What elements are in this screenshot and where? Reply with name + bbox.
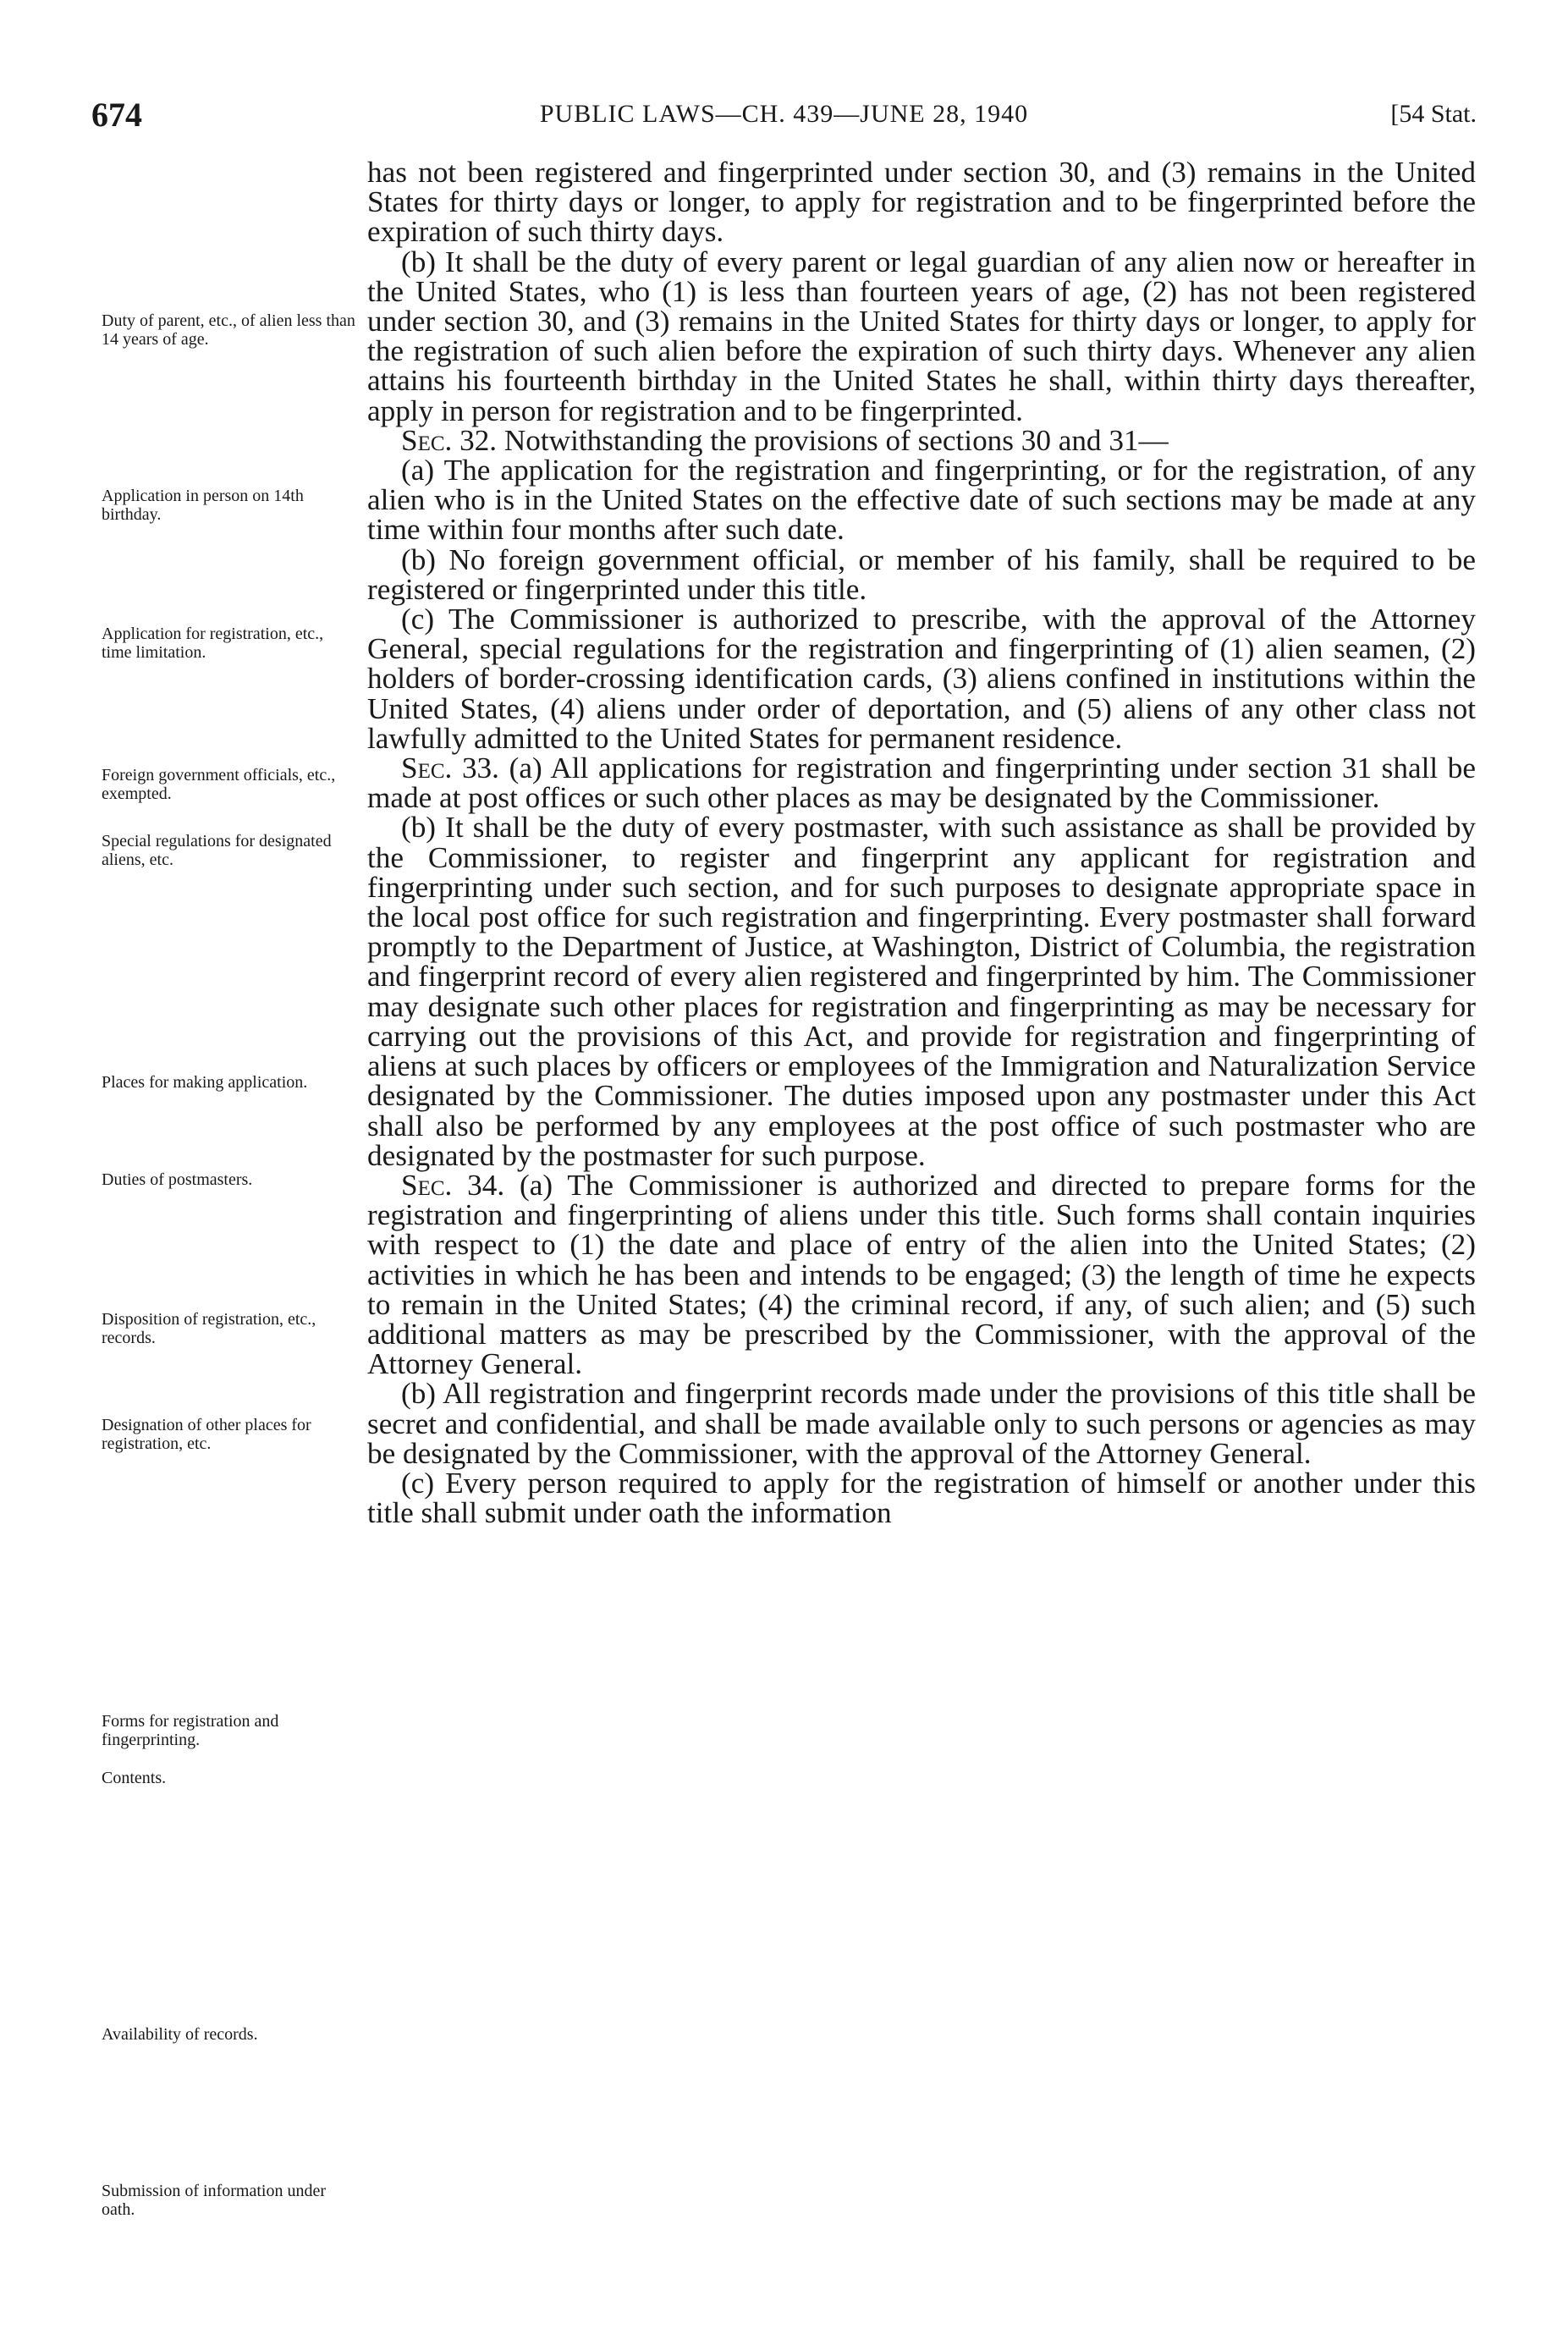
section-label: Sec. 33.: [401, 751, 499, 785]
margin-note: Places for making application.: [102, 1073, 308, 1092]
margin-note: Submission of information under oath.: [102, 2182, 326, 2219]
paragraph: [367, 812, 1476, 1170]
paragraph-text: (a) The Commissioner is authorized and directed to prepare forms for the registration and fingerprinting of aliens under this title. Such forms shall contain inquiries with respect to (1) the date and place of entry of the alien into the United States; (2) activities in which he has been and intends to be engaged; (3) the length of time he expects to remain in the United States; (4) the criminal record, if any, of such alien; and (5) such additional matters as may be prescribed by the Commissioner, with the approval of the Attorney General.: [367, 1168, 1477, 1381]
paragraph: [367, 751, 1477, 815]
section-label: Sec. 32.: [401, 423, 498, 457]
paragraph-text: (a) The application for the registration and fingerprinting, or for the registration, of any alien who is in the United States on the effective date of such sections may be made at any time within four months after such date.: [367, 454, 1476, 547]
running-header: [91, 95, 1477, 137]
paragraph-text: (a) All applications for registration and fingerprinting under section 31 shall be made at post offices or such other places as may be designated by the Commissioner.: [367, 751, 1477, 815]
paragraph-text: (b) It shall be the duty of every parent or legal guardian of any alien now or hereafter in the United States, who (1) is less than fourteen years of age, (2) has not been registered under section 30, and (3) remains in the United States for thirty days or longer, to apply for the registration of such alien before the expiration of such thirty days. Whenever any alien attains his fourteenth birthday in the United States he shall, within thirty days thereafter, apply in person for registration and to be fingerprinted.: [367, 245, 1476, 427]
paragraph: [367, 604, 1476, 753]
margin-note: Duties of postmasters.: [102, 1170, 253, 1189]
paragraph: [367, 1468, 1476, 1528]
paragraph: [367, 247, 1476, 426]
paragraph: [367, 455, 1476, 545]
paragraph: [367, 1170, 1476, 1379]
paragraph-text: (c) Every person required to apply for the registration of himself or another under this title shall submit under oath the information: [367, 1466, 1476, 1530]
margin-note: Application in person on 14th birthday.: [102, 487, 304, 524]
margin-note: Designation of other places for registration, etc.: [102, 1416, 311, 1453]
page-number: 674: [91, 96, 142, 134]
volume-reference: [54 Stat.: [1390, 100, 1477, 128]
paragraph: [367, 423, 1476, 457]
body-text: [367, 157, 1476, 1528]
margin-note: Foreign government officials, etc., exempted.: [102, 766, 336, 803]
margin-note: Forms for registration and fingerprinting.: [102, 1712, 279, 1749]
margin-note: Special regulations for designated aliens, etc.: [102, 832, 332, 869]
paragraph: [367, 157, 1476, 247]
paragraph-text: Notwithstanding the provisions of sections 30 and 31—: [503, 423, 1169, 457]
paragraph-text: (b) It shall be the duty of every postmaster, with such assistance as shall be provided by the Commissioner, to register and fingerprint any applicant for registration and fingerprinting under such section, and for such purposes to designate appropriate space in the local post office for such registration and fingerprinting. Every postmaster shall forward promptly to the Department of Justice, at Washington, District of Columbia, the registration and fingerprint record of every alien registered and fingerprinted by him. The Commissioner may designate such other places for registration and fingerprinting as may be necessary for carrying out the provisions of this Act, and provide for registration and fingerprinting of aliens at such places by officers or employees of the Immigration and Naturalization Service designated by the Commissioner. The duties imposed upon any postmaster under this Act shall also be performed by any employees at the post office of such postmaster who are designated by the postmaster for such purpose.: [367, 811, 1476, 1172]
paragraph-text: (b) All registration and fingerprint records made under the provisions of this title shall be secret and confidential, and shall be made available only to such persons or agencies as may be designated by the Commissioner, with the approval of the Attorney General.: [367, 1377, 1476, 1470]
paragraph: [367, 1379, 1476, 1468]
section-label: Sec. 34.: [401, 1168, 505, 1202]
margin-note: Application for registration, etc., time limitation.: [102, 625, 324, 662]
running-title: PUBLIC LAWS—CH. 439—JUNE 28, 1940: [539, 100, 1029, 128]
paragraph-text: (c) The Commissioner is authorized to prescribe, with the approval of the Attorney General, special regulations for the registration and fingerprinting of (1) alien seamen, (2) holders of border-crossing identification cards, (3) aliens confined in institutions within the United States, (4) aliens under order of deportation, and (5) aliens of any other class not lawfully admitted to the United States for permanent residence.: [367, 603, 1476, 755]
paragraph: [367, 542, 1476, 606]
paragraph-text: (b) No foreign government official, or member of his family, shall be required to be registered or fingerprinted under this title.: [367, 542, 1476, 606]
margin-note: Availability of records.: [102, 2025, 258, 2044]
margin-note: Contents.: [102, 1769, 167, 1787]
margin-note: Disposition of registration, etc., records.: [102, 1310, 316, 1347]
margin-note: Duty of parent, etc., of alien less than 14 years of age.: [102, 311, 355, 349]
paragraph-text: has not been registered and fingerprinted under section 30, and (3) remains in the United States for thirty days or longer, to apply for registration and to be fingerprinted before the expiration of such thirty days.: [367, 156, 1476, 249]
